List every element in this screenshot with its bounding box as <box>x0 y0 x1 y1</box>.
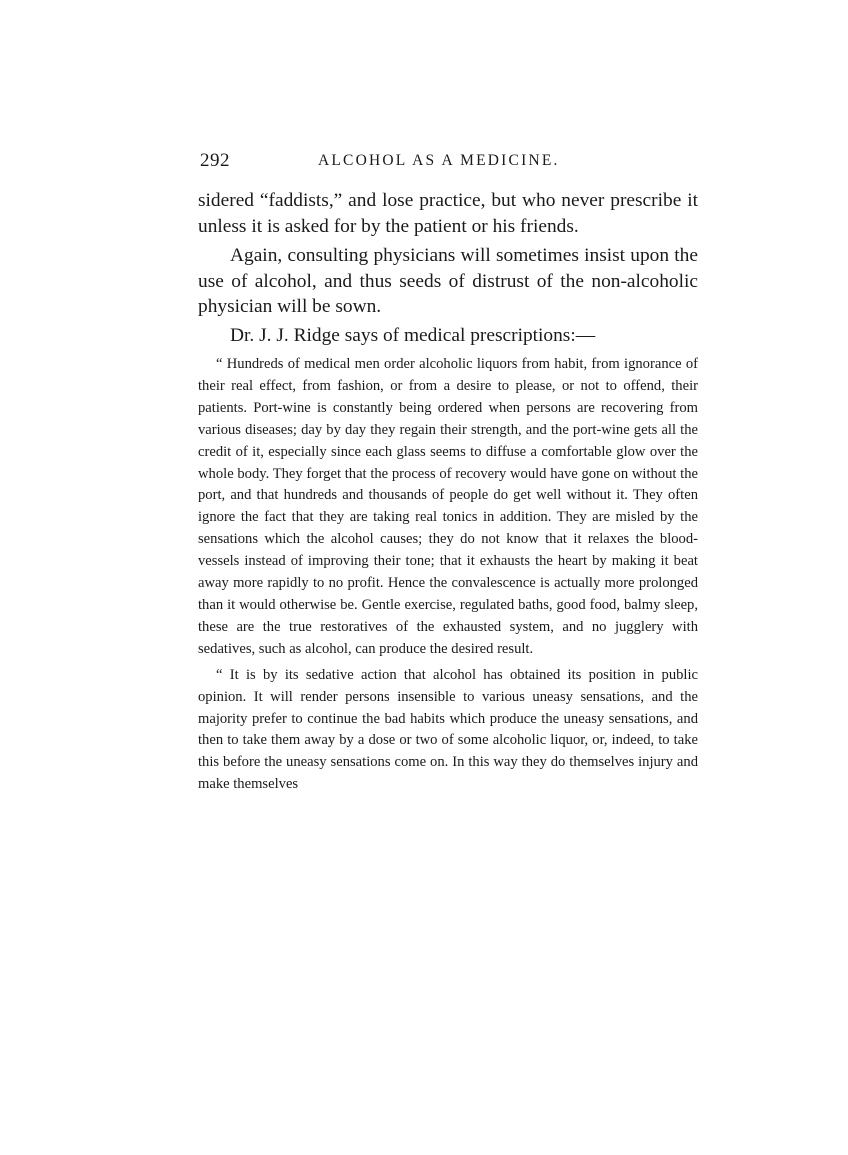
quotation-block <box>198 354 698 796</box>
quotation-paragraph-hundreds: “ Hundreds of medical men order alcoholic liquors from habit, from ignorance of their real effect, from fashion, or from a desire to please, or not to offend, their patients. Port-wine is constantly being ordered when persons are recovering from various diseases; day by day they regain their strength, and the port-wine gets all the credit of it, especially since each glass seems to diffuse a comfortable glow over the whole body. They forget that the process of recovery would have gone on without the port, and that hundreds and thousands of people do get well without it. They often ignore the fact that they are taking real tonics in addition. They are misled by the sensations which the alcohol causes; they do not know that it relaxes the blood-vessels instead of improving their tone; that it exhausts the heart by making it beat away more rapidly to no profit. Hence the convalescence is actually more prolonged than it would otherwise be. Gentle exercise, regulated baths, good food, balmy sleep, these are the true restoratives of the exhausted system, and no jugglery with sedatives, such as alcohol, can produce the desired result. <box>198 356 698 657</box>
book-page <box>198 148 698 796</box>
page-number: 292 <box>200 150 230 171</box>
running-head <box>198 148 698 174</box>
body-paragraph-consulting-physicians: Again, consulting physicians will sometimes insist upon the use of alcohol, and thus seeds of distrust of the non-alcoholic physician will be sown. <box>198 245 698 317</box>
body-paragraph-continued: sidered “faddists,” and lose practice, but who never prescribe it unless it is asked for by the patient or his friends. <box>198 190 698 237</box>
quotation-paragraph-sedative: “ It is by its sedative action that alcohol has obtained its position in public opinion. It will render persons insensible to various uneasy sensations, and the majority prefer to continue the bad habits which produce the uneasy sensations, and then to take them away by a dose or two of some alcoholic liquor, or, indeed, to take this before the uneasy sensations come on. In this way they do themselves injury and make themselves <box>198 666 698 793</box>
body-paragraph-ridge-intro: Dr. J. J. Ridge says of medical prescriptions:— <box>230 324 596 346</box>
body-text <box>198 188 698 348</box>
running-title: ALCOHOL AS A MEDICINE. <box>318 152 560 169</box>
